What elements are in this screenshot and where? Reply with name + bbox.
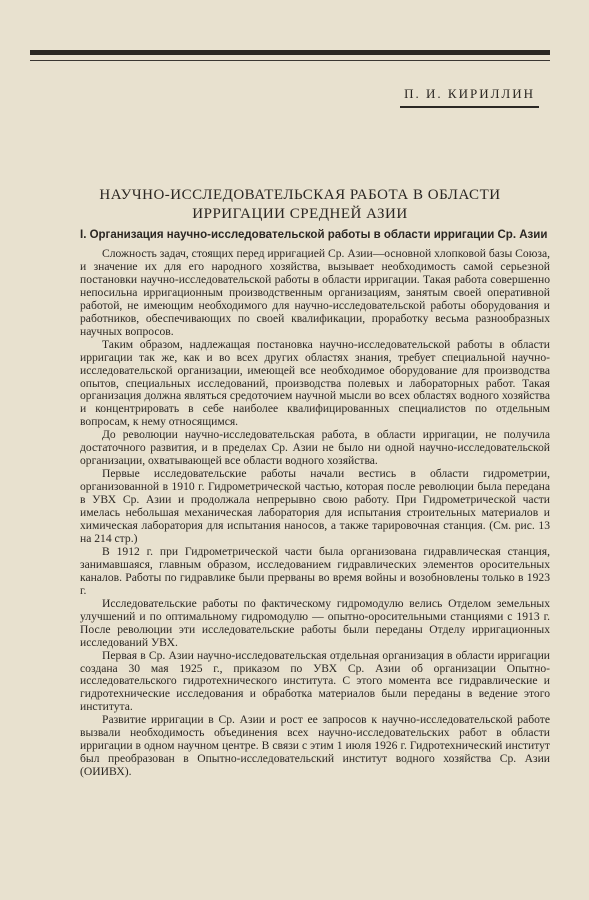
paragraph: Таким образом, надлежащая постановка научно-исследовательской работы в области ирригации так же, как и во всех других областях знания, требует специальной научно-исследовательской организации, имеющей все необходимое оборудование для производства опытов, специальных исследований, производства полевых и лабораторных работ. Такая организация должна являться средоточием научной мысли во всех областях водного хозяйства и концентрировать в себе наиболее квалифицированных специалистов по отдельным вопросам, к нему относящимся. bbox=[80, 337, 550, 429]
header-rule-thin bbox=[30, 60, 550, 61]
paragraph: До революции научно-исследовательская работа, в области ирригации, не получила достаточного развития, и в пределах Ср. Азии не было ни одной научно-исследовательской организации, охватывающей все области водного хозяйства. bbox=[80, 428, 550, 468]
paragraph: В 1912 г. при Гидрометрической части была организована гидравлическая станция, занимавшаяся, главным образом, исследованием гидравлических элементов оросительных каналов. Работы по гидравлике были прерваны во время войны и возобновлены только в 1923 г. bbox=[80, 544, 550, 597]
article-title: НАУЧНО-ИССЛЕДОВАТЕЛЬСКАЯ РАБОТА В ОБЛАСТИ ИРРИГАЦИИ СРЕДНЕЙ АЗИИ bbox=[99, 187, 501, 222]
paragraph: Сложность задач, стоящих перед ирригацией Ср. Азии—основной хлопковой базы Союза, и значение их для его народного хозяйства, вызывает необходимость самой серьезной постановки научно-исследовательской работы в области ирригации. Такая работа совершенно непосильна ирригационным производственным организациям, занятым своей оперативной работой, не имеющим необходимого для научно-исследовательской работы оборудования и работников, обеспечивающих по своей квалификации, проработку весьма разнообразных научных вопросов. bbox=[80, 247, 550, 338]
section-title: I. Организация научно-исследовательской работы в области ирригации Ср. Азии bbox=[80, 229, 548, 241]
paragraph: Первые исследовательские работы начали вестись в области гидрометрии, организованной в 1910 г. Гидрометрической частью, которая после революции была передана в УВХ Ср. Азии и продолжала непрерывно свою работу. При Гидрометрической части имелась небольшая механическая лаборатория для испытания строительных материалов и химическая лаборатория для испытания наносов, а также тарировочная станция. (См. рис. 13 на 214 стр.) bbox=[80, 467, 550, 545]
paragraph: Развитие ирригации в Ср. Азии и рост ее запросов к научно-исследовательской работе вызвали необходимость объединения всех научно-исследовательских работ в области ирригации в одном научном центре. В связи с этим 1 июля 1926 г. Гидротехнический институт был преобразован в Опытно-исследовательский институт водного хозяйства Ср. Азии (ОИИВХ). bbox=[80, 713, 550, 779]
paragraph: Исследовательские работы по фактическому гидромодулю велись Отделом земельных улучшений и по оптимальному гидромодулю — опытно-оросительными станциями с 1913 г. После революции эти исследовательские работы были переданы Отделу ирригационных исследований УВХ. bbox=[80, 596, 550, 649]
paragraph: Первая в Ср. Азии научно-исследовательская отдельная организация в области ирригации создана 30 мая 1925 г., приказом по УВХ Ср. Азии об организации Опытно-исследовательского гидротехнического института. С этого момента все гидравлические и гидротехнические исследования и обработка материалов были переданы в ведение этого института. bbox=[80, 648, 550, 714]
header-rule-thick bbox=[30, 50, 550, 55]
article-body bbox=[80, 248, 550, 779]
author-name: П. И. КИРИЛЛИН bbox=[400, 86, 539, 108]
